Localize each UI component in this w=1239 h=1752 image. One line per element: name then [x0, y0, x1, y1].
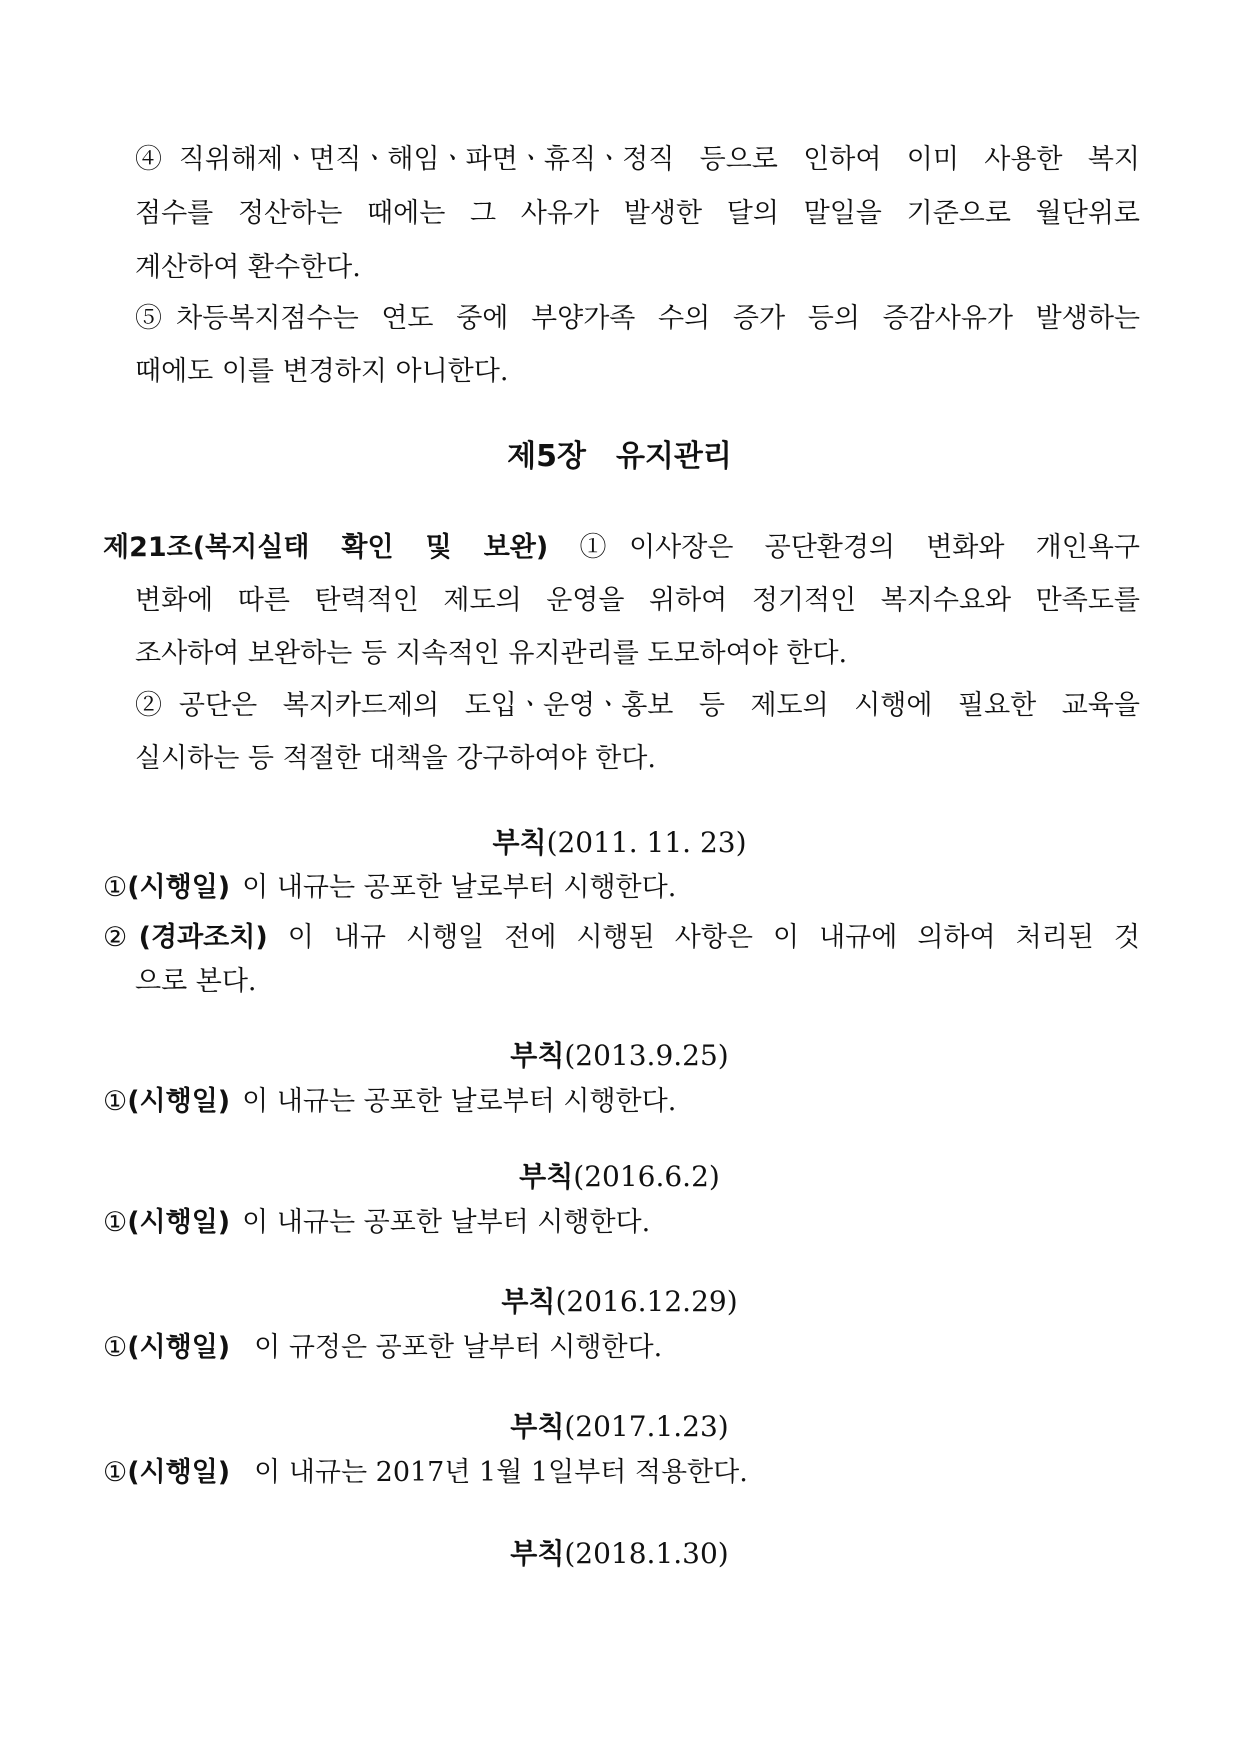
addendum-date: (2016.6.2)	[573, 1160, 720, 1193]
item-marker: ①	[103, 1207, 128, 1238]
para4-line3: 계산하여 환수한다.	[135, 252, 361, 283]
addendum-title: 부칙	[510, 1537, 565, 1570]
addendum-heading	[0, 1157, 1239, 1197]
addendum-title: 부칙	[501, 1285, 556, 1318]
item-label: (시행일)	[127, 1207, 231, 1238]
addendum-item	[103, 1453, 1140, 1493]
article21-line5: 실시하는 등 적절한 대책을 강구하여야 한다.	[135, 743, 656, 774]
article21-line3: 조사하여 보완하는 등 지속적인 유지관리를 도모하여야 한다.	[135, 638, 848, 669]
item-text: 이 내규는 공포한 날부터 시행한다.	[242, 1207, 651, 1238]
chapter-heading	[0, 437, 1239, 477]
item-marker: ①	[103, 872, 128, 903]
chapter-title: 유지관리	[615, 439, 732, 474]
item-label: (경과조치)	[138, 922, 268, 953]
addendum-item	[103, 1328, 1140, 1368]
item-label: (시행일)	[127, 872, 231, 903]
addendum-heading	[0, 823, 1239, 863]
addendum-title: 부칙	[510, 1039, 565, 1072]
item-label: (시행일)	[127, 1332, 231, 1363]
article21-line1	[103, 528, 1140, 568]
item-marker: ①	[103, 1086, 128, 1117]
addendum-heading	[0, 1407, 1239, 1447]
addendum-date: (2017.1.23)	[564, 1410, 729, 1443]
addendum-item	[103, 1203, 1140, 1243]
para5-line2: 때에도 이를 변경하지 아니한다.	[135, 356, 509, 387]
item-text: 이 내규 시행일 전에 시행된 사항은 이 내규에 의하여 처리된 것	[287, 922, 1140, 953]
addendum-date: (2018.1.30)	[564, 1537, 729, 1570]
addendum-item	[103, 868, 1140, 908]
item-text: 이 내규는 2017년 1월 1일부터 적용한다.	[254, 1457, 748, 1488]
addendum-title: 부칙	[519, 1160, 574, 1193]
addendum-title: 부칙	[492, 826, 547, 859]
addendum-item	[103, 918, 1140, 958]
article21-line2: 변화에 따른 탄력적인 제도의 운영을 위하여 정기적인 복지수요와 만족도를	[135, 585, 1140, 616]
item-label: (시행일)	[127, 1086, 231, 1117]
addendum-date: (2016.12.29)	[555, 1285, 738, 1318]
item-label: (시행일)	[127, 1457, 231, 1488]
item-text: 이 내규는 공포한 날로부터 시행한다.	[242, 872, 677, 903]
item-marker: ①	[103, 1332, 128, 1363]
para4-line1: ④직위해제ㆍ면직ㆍ해임ㆍ파면ㆍ휴직ㆍ정직 등으로 인하여 이미 사용한 복지	[135, 144, 1140, 175]
article21-line4: ②공단은 복지카드제의 도입ㆍ운영ㆍ홍보 등 제도의 시행에 필요한 교육을	[135, 690, 1140, 721]
item-text: 이 내규는 공포한 날로부터 시행한다.	[242, 1086, 677, 1117]
item-marker: ②	[103, 922, 139, 953]
addendum-date: (2011. 11. 23)	[546, 826, 747, 859]
para5-line1: ⑤차등복지점수는 연도 중에 부양가족 수의 증가 등의 증감사유가 발생하는	[135, 303, 1140, 334]
addendum-heading	[0, 1036, 1239, 1076]
item-text: 이 규정은 공포한 날부터 시행한다.	[254, 1332, 663, 1363]
article21-line1-text: ①이사장은 공단환경의 변화와 개인욕구	[579, 532, 1141, 563]
item-marker: ①	[103, 1457, 128, 1488]
para4-line2: 점수를 정산하는 때에는 그 사유가 발생한 달의 말일을 기준으로 월단위로	[135, 198, 1140, 229]
addendum-heading	[0, 1282, 1239, 1322]
chapter-number: 제5장	[507, 439, 586, 474]
article21-label: 제21조(복지실태 확인 및 보완)	[103, 532, 549, 563]
addendum-item	[103, 1082, 1140, 1122]
addendum-title: 부칙	[510, 1410, 565, 1443]
addendum-heading	[0, 1534, 1239, 1574]
addendum-date: (2013.9.25)	[564, 1039, 729, 1072]
addendum-item-continuation: 으로 본다.	[135, 966, 257, 997]
